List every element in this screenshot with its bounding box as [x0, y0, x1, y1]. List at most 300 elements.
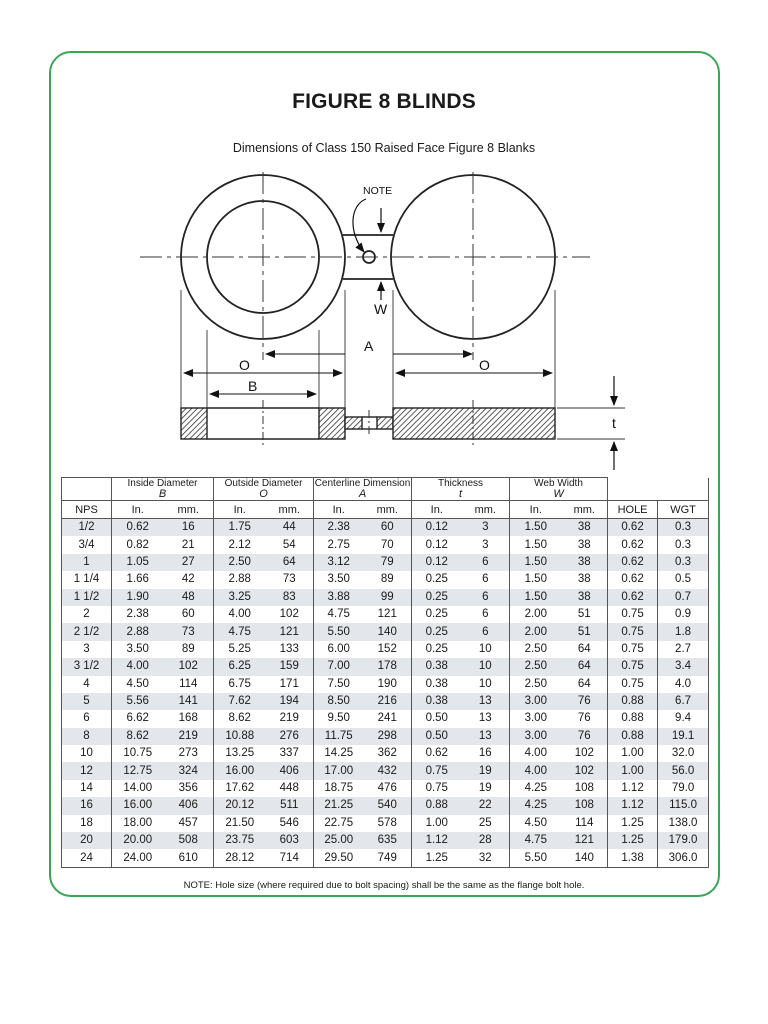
table-cell: 1.25: [412, 849, 462, 867]
hole-group-cell: [608, 478, 658, 501]
table-cell: 9.4: [658, 710, 709, 727]
table-cell: 159: [266, 658, 314, 675]
table-cell: 25.00: [314, 832, 364, 849]
table-cell: 406: [164, 797, 214, 814]
table-body: [62, 519, 709, 868]
table-cell: 89: [164, 641, 214, 658]
nps-cell: 1: [62, 554, 112, 571]
table-cell: 13: [462, 693, 510, 710]
table-cell: 0.12: [412, 554, 462, 571]
table-cell: 1.50: [510, 571, 562, 588]
col-header: In.: [510, 501, 562, 519]
group-name: Thickness: [438, 478, 484, 489]
table-cell: 0.25: [412, 606, 462, 623]
table-cell: 6.25: [214, 658, 266, 675]
table-cell: 6: [462, 589, 510, 606]
table-row: [62, 519, 709, 537]
w-label: W: [374, 301, 388, 317]
table-cell: 32: [462, 849, 510, 867]
table-cell: 10: [462, 641, 510, 658]
table-cell: 17.00: [314, 762, 364, 779]
table-row: [62, 554, 709, 571]
group-symbol: B: [158, 488, 167, 500]
table-cell: 7.50: [314, 676, 364, 693]
table-row: [62, 676, 709, 693]
table-cell: 356: [164, 780, 214, 797]
table-cell: 19.1: [658, 728, 709, 745]
table-cell: 18.00: [112, 815, 164, 832]
table-cell: 4.0: [658, 676, 709, 693]
table-cell: 0.88: [412, 797, 462, 814]
table-cell: 0.62: [608, 536, 658, 553]
table-cell: 22: [462, 797, 510, 814]
table-cell: 64: [266, 554, 314, 571]
table-cell: 0.62: [608, 519, 658, 537]
table-cell: 1.12: [608, 780, 658, 797]
nps-cell: 2: [62, 606, 112, 623]
table-cell: 76: [562, 710, 608, 727]
wgt-group-cell: [658, 478, 709, 501]
table-row: [62, 606, 709, 623]
table-cell: 138.0: [658, 815, 709, 832]
group-name: Outside Diameter: [224, 478, 303, 489]
table-cell: 23.75: [214, 832, 266, 849]
table-cell: 22.75: [314, 815, 364, 832]
table-cell: 6.7: [658, 693, 709, 710]
table-row: [62, 658, 709, 675]
table-cell: 1.00: [608, 762, 658, 779]
table-cell: 432: [364, 762, 412, 779]
col-header: WGT: [658, 501, 709, 519]
nps-cell: 1 1/4: [62, 571, 112, 588]
table-cell: 114: [164, 676, 214, 693]
table-cell: 11.75: [314, 728, 364, 745]
table-cell: 10.75: [112, 745, 164, 762]
table-cell: 216: [364, 693, 412, 710]
table-cell: 8.50: [314, 693, 364, 710]
table-cell: 7.00: [314, 658, 364, 675]
table-cell: 2.00: [510, 606, 562, 623]
nps-cell: 6: [62, 710, 112, 727]
table-cell: 1.50: [510, 536, 562, 553]
table-cell: 4.25: [510, 797, 562, 814]
table-cell: 121: [364, 606, 412, 623]
table-cell: 2.50: [510, 676, 562, 693]
table-cell: 0.82: [112, 536, 164, 553]
table-cell: 6.62: [112, 710, 164, 727]
nps-cell: 2 1/2: [62, 623, 112, 640]
table-cell: 44: [266, 519, 314, 537]
table-cell: 20.00: [112, 832, 164, 849]
table-cell: 276: [266, 728, 314, 745]
table-cell: 0.7: [658, 589, 709, 606]
dimensions-table-wrap: [61, 477, 708, 868]
a-label: A: [364, 338, 374, 354]
table-cell: 3.12: [314, 554, 364, 571]
group-name: Inside Diameter: [127, 478, 198, 489]
table-cell: 3.50: [112, 641, 164, 658]
table-cell: 603: [266, 832, 314, 849]
table-cell: 219: [164, 728, 214, 745]
table-cell: 2.38: [112, 606, 164, 623]
nps-cell: 3: [62, 641, 112, 658]
table-cell: 16: [164, 519, 214, 537]
table-cell: 171: [266, 676, 314, 693]
table-cell: 0.25: [412, 623, 462, 640]
table-cell: 56.0: [658, 762, 709, 779]
table-cell: 0.88: [608, 710, 658, 727]
nps-group-cell: [62, 478, 112, 501]
nps-cell: 3/4: [62, 536, 112, 553]
group-name: Centerline Dimension: [314, 478, 411, 489]
table-cell: 194: [266, 693, 314, 710]
table-cell: 18.75: [314, 780, 364, 797]
col-header: In.: [412, 501, 462, 519]
nps-cell: 24: [62, 849, 112, 867]
table-cell: 457: [164, 815, 214, 832]
table-cell: 2.88: [214, 571, 266, 588]
table-cell: 133: [266, 641, 314, 658]
table-cell: 38: [562, 536, 608, 553]
table-cell: 21.25: [314, 797, 364, 814]
table-cell: 0.12: [412, 536, 462, 553]
table-cell: 83: [266, 589, 314, 606]
table-cell: 5.50: [314, 623, 364, 640]
table-cell: 13: [462, 728, 510, 745]
table-cell: 306.0: [658, 849, 709, 867]
table-cell: 0.75: [412, 780, 462, 797]
col-header: In.: [112, 501, 164, 519]
table-cell: 73: [266, 571, 314, 588]
table-cell: 0.62: [412, 745, 462, 762]
table-cell: 4.25: [510, 780, 562, 797]
col-header: HOLE: [608, 501, 658, 519]
table-cell: 13: [462, 710, 510, 727]
table-cell: 337: [266, 745, 314, 762]
table-cell: 362: [364, 745, 412, 762]
table-cell: 610: [164, 849, 214, 867]
col-header: mm.: [266, 501, 314, 519]
table-cell: 0.62: [608, 554, 658, 571]
nps-cell: 12: [62, 762, 112, 779]
table-cell: 4.75: [510, 832, 562, 849]
table-cell: 64: [562, 641, 608, 658]
table-cell: 1.50: [510, 519, 562, 537]
table-cell: 3.4: [658, 658, 709, 675]
table-cell: 108: [562, 780, 608, 797]
table-cell: 16: [462, 745, 510, 762]
table-cell: 6: [462, 554, 510, 571]
table-cell: 0.9: [658, 606, 709, 623]
table-cell: 2.38: [314, 519, 364, 537]
table-row: [62, 641, 709, 658]
table-cell: 13.25: [214, 745, 266, 762]
group-symbol: A: [358, 488, 367, 500]
table-cell: 1.00: [412, 815, 462, 832]
table-cell: 20.12: [214, 797, 266, 814]
table-cell: 4.00: [112, 658, 164, 675]
table-cell: 2.7: [658, 641, 709, 658]
table-row: [62, 536, 709, 553]
group-symbol: W: [553, 488, 564, 500]
nps-cell: 1 1/2: [62, 589, 112, 606]
group-header-row: [62, 478, 709, 501]
table-cell: 28.12: [214, 849, 266, 867]
table-cell: 273: [164, 745, 214, 762]
group-web-width: [510, 478, 608, 501]
table-cell: 29.50: [314, 849, 364, 867]
table-cell: 578: [364, 815, 412, 832]
nps-cell: 20: [62, 832, 112, 849]
table-cell: 190: [364, 676, 412, 693]
table-cell: 10: [462, 658, 510, 675]
page-title: FIGURE 8 BLINDS: [292, 90, 476, 113]
table-cell: 141: [164, 693, 214, 710]
table-cell: 64: [562, 676, 608, 693]
figure-subtitle: Dimensions of Class 150 Raised Face Figure 8 Blanks: [232, 141, 536, 155]
table-cell: 0.75: [412, 762, 462, 779]
table-cell: 21.50: [214, 815, 266, 832]
table-cell: 0.25: [412, 589, 462, 606]
b-label: B: [248, 378, 258, 394]
table-cell: 12.75: [112, 762, 164, 779]
table-cell: 2.88: [112, 623, 164, 640]
table-cell: 0.62: [608, 571, 658, 588]
table-cell: 60: [364, 519, 412, 537]
col-header: mm.: [562, 501, 608, 519]
table-cell: 0.75: [608, 676, 658, 693]
col-header: In.: [214, 501, 266, 519]
table-cell: 3.88: [314, 589, 364, 606]
table-cell: 114: [562, 815, 608, 832]
table-cell: 4.00: [510, 745, 562, 762]
table-cell: 4.75: [214, 623, 266, 640]
table-cell: 7.62: [214, 693, 266, 710]
table-cell: 0.75: [608, 623, 658, 640]
table-cell: 1.75: [214, 519, 266, 537]
nps-cell: 1/2: [62, 519, 112, 537]
table-cell: 406: [266, 762, 314, 779]
table-cell: 79: [364, 554, 412, 571]
dimensions-table: [61, 477, 709, 868]
table-cell: 108: [562, 797, 608, 814]
col-header: In.: [314, 501, 364, 519]
table-cell: 5.56: [112, 693, 164, 710]
table-cell: 1.50: [510, 589, 562, 606]
table-cell: 219: [266, 710, 314, 727]
table-cell: 102: [562, 745, 608, 762]
table-cell: 3.25: [214, 589, 266, 606]
table-cell: 635: [364, 832, 412, 849]
table-cell: 448: [266, 780, 314, 797]
section-view: [181, 408, 555, 439]
table-cell: 0.3: [658, 519, 709, 537]
table-row: [62, 780, 709, 797]
nps-cell: 10: [62, 745, 112, 762]
table-cell: 6.00: [314, 641, 364, 658]
table-cell: 99: [364, 589, 412, 606]
table-row: [62, 849, 709, 867]
table-cell: 0.38: [412, 693, 462, 710]
note-leader: [353, 199, 366, 252]
table-cell: 14.00: [112, 780, 164, 797]
table-cell: 2.50: [510, 641, 562, 658]
o-label-right: O: [479, 357, 490, 373]
table-cell: 4.00: [214, 606, 266, 623]
table-cell: 14.25: [314, 745, 364, 762]
table-cell: 5.50: [510, 849, 562, 867]
nps-cell: 3 1/2: [62, 658, 112, 675]
table-cell: 0.50: [412, 710, 462, 727]
table-cell: 48: [164, 589, 214, 606]
table-cell: 38: [562, 519, 608, 537]
table-cell: 1.25: [608, 815, 658, 832]
table-cell: 3.00: [510, 693, 562, 710]
table-cell: 1.66: [112, 571, 164, 588]
table-cell: 79.0: [658, 780, 709, 797]
group-symbol: t: [458, 488, 463, 500]
table-cell: 51: [562, 623, 608, 640]
web-section-a: [345, 417, 362, 429]
table-cell: 4.50: [112, 676, 164, 693]
table-cell: 140: [562, 849, 608, 867]
table-cell: 38: [562, 554, 608, 571]
group-inside-diameter: [112, 478, 214, 501]
table-cell: 121: [562, 832, 608, 849]
table-cell: 0.88: [608, 728, 658, 745]
table-row: [62, 623, 709, 640]
table-cell: 54: [266, 536, 314, 553]
table-cell: 0.62: [112, 519, 164, 537]
col-header: mm.: [462, 501, 510, 519]
table-cell: 0.75: [608, 658, 658, 675]
table-cell: 6: [462, 571, 510, 588]
table-cell: 4.00: [510, 762, 562, 779]
table-row: [62, 571, 709, 588]
table-cell: 102: [562, 762, 608, 779]
table-cell: 0.38: [412, 658, 462, 675]
table-row: [62, 797, 709, 814]
table-cell: 27: [164, 554, 214, 571]
table-cell: 0.75: [608, 641, 658, 658]
table-cell: 76: [562, 728, 608, 745]
table-cell: 25: [462, 815, 510, 832]
table-cell: 749: [364, 849, 412, 867]
table-cell: 42: [164, 571, 214, 588]
table-cell: 2.50: [214, 554, 266, 571]
left-section-a: [181, 408, 207, 439]
table-cell: 10: [462, 676, 510, 693]
figure-8-blind-drawing: [0, 0, 768, 480]
table-cell: 24.00: [112, 849, 164, 867]
table-cell: 140: [364, 623, 412, 640]
note-label: NOTE: [363, 185, 393, 197]
col-header: mm.: [364, 501, 412, 519]
table-cell: 0.88: [608, 693, 658, 710]
table-cell: 1.8: [658, 623, 709, 640]
table-row: [62, 589, 709, 606]
table-cell: 714: [266, 849, 314, 867]
nps-cell: 4: [62, 676, 112, 693]
table-row: [62, 710, 709, 727]
table-cell: 19: [462, 780, 510, 797]
table-cell: 76: [562, 693, 608, 710]
table-cell: 0.62: [608, 589, 658, 606]
table-row: [62, 815, 709, 832]
table-cell: 0.25: [412, 571, 462, 588]
table-cell: 0.3: [658, 536, 709, 553]
table-cell: 28: [462, 832, 510, 849]
table-cell: 21: [164, 536, 214, 553]
table-cell: 179.0: [658, 832, 709, 849]
table-cell: 102: [164, 658, 214, 675]
table-cell: 2.00: [510, 623, 562, 640]
table-row: [62, 762, 709, 779]
col-header: mm.: [164, 501, 214, 519]
group-thickness: [412, 478, 510, 501]
table-cell: 38: [562, 571, 608, 588]
table-cell: 0.25: [412, 641, 462, 658]
table-cell: 4.75: [314, 606, 364, 623]
table-cell: 3: [462, 536, 510, 553]
table-cell: 89: [364, 571, 412, 588]
table-cell: 241: [364, 710, 412, 727]
table-cell: 6: [462, 623, 510, 640]
table-cell: 3: [462, 519, 510, 537]
nps-cell: 8: [62, 728, 112, 745]
table-cell: 19: [462, 762, 510, 779]
group-outside-diameter: [214, 478, 314, 501]
table-cell: 2.12: [214, 536, 266, 553]
t-label: t: [612, 415, 616, 431]
table-cell: 1.12: [608, 797, 658, 814]
o-label-left: O: [239, 357, 250, 373]
table-cell: 0.5: [658, 571, 709, 588]
table-cell: 0.38: [412, 676, 462, 693]
table-cell: 1.25: [608, 832, 658, 849]
table-cell: 540: [364, 797, 412, 814]
left-section-b: [319, 408, 345, 439]
nps-cell: 5: [62, 693, 112, 710]
table-cell: 102: [266, 606, 314, 623]
table-cell: 16.00: [112, 797, 164, 814]
table-cell: 5.25: [214, 641, 266, 658]
table-cell: 3.00: [510, 710, 562, 727]
table-cell: 0.50: [412, 728, 462, 745]
table-cell: 9.50: [314, 710, 364, 727]
table-cell: 32.0: [658, 745, 709, 762]
table-cell: 511: [266, 797, 314, 814]
table-cell: 0.75: [608, 606, 658, 623]
table-cell: 64: [562, 658, 608, 675]
table-cell: 3.50: [314, 571, 364, 588]
table-cell: 73: [164, 623, 214, 640]
table-cell: 178: [364, 658, 412, 675]
table-cell: 4.50: [510, 815, 562, 832]
table-cell: 324: [164, 762, 214, 779]
table-cell: 6.75: [214, 676, 266, 693]
table-cell: 1.50: [510, 554, 562, 571]
table-cell: 2.50: [510, 658, 562, 675]
table-cell: 17.62: [214, 780, 266, 797]
table-row: [62, 693, 709, 710]
table-cell: 3.00: [510, 728, 562, 745]
table-cell: 0.12: [412, 519, 462, 537]
table-cell: 70: [364, 536, 412, 553]
table-row: [62, 728, 709, 745]
table-cell: 168: [164, 710, 214, 727]
table-cell: 8.62: [112, 728, 164, 745]
